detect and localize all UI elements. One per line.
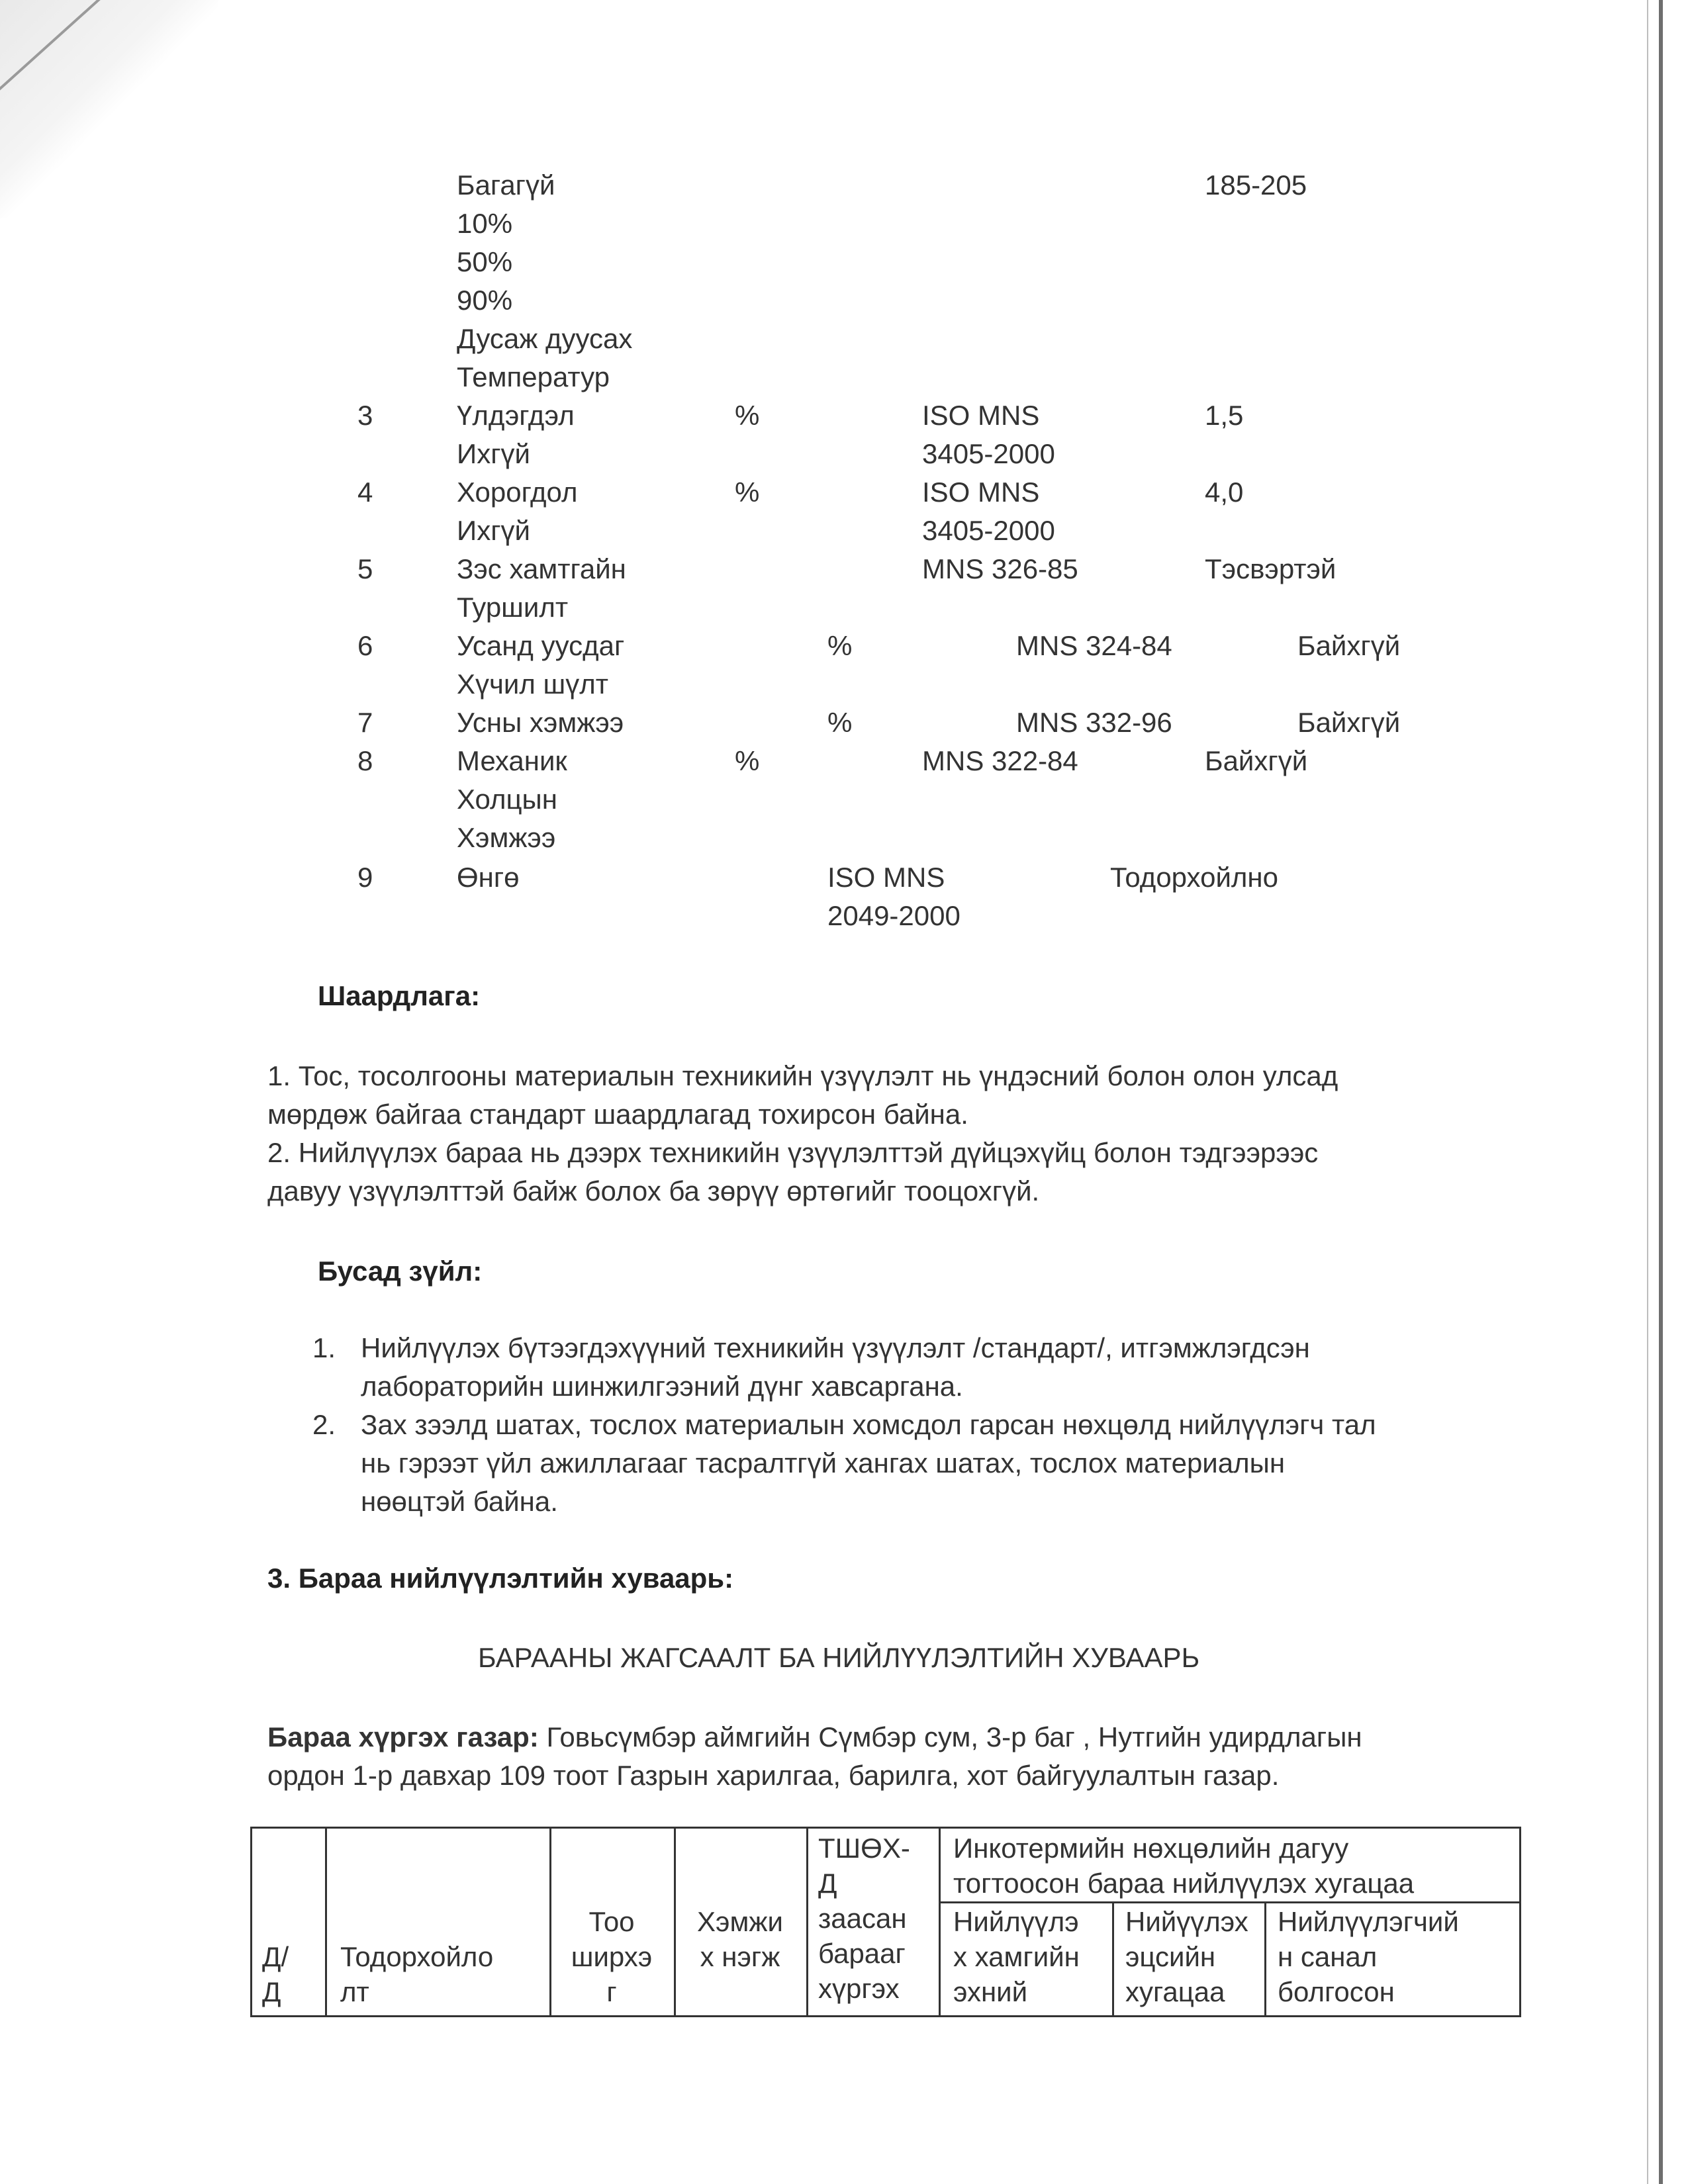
header-line: барааг [818,1938,906,1969]
page-corner-fold [0,0,218,218]
row-name-line: Дусаж дуусах [457,323,633,354]
header-tshohd [818,1831,910,2006]
table-border [939,1901,1521,1903]
row-method-line: MNS 332-96 [1016,707,1172,738]
delivery-line-1 [267,1718,1362,1756]
header-line: Хэмжи [697,1906,783,1937]
header-line: Тоо [588,1906,635,1937]
row-name-line: Өнгө [457,862,520,893]
header-line: Д [818,1868,837,1899]
other-heading: Бусад зүйл: [318,1255,483,1287]
other-item-number: 1. [312,1332,336,1363]
requirements-line: 2. Нийлүүлэх бараа нь дээрх техникийн үзүүлэлттэй дүйцэхүйц болон тэдгээрээс [267,1137,1319,1168]
header-line: Инкотермийн нөхцөлийн дагуу [953,1833,1349,1864]
table-border [1519,1827,1521,2017]
header-final [1125,1904,1248,2009]
row-number: 3 [357,400,373,431]
row-name-line: Хорогдол [457,477,578,508]
table-border [250,1827,1521,1829]
row-number: 8 [357,745,373,776]
row-name-line: Усанд уусдаг [457,630,625,661]
header-line: н санал [1278,1941,1378,1972]
row-name-line: Үлдэгдэл [457,400,575,431]
delivery-text: Говьсүмбэр аймгийн Сүмбэр сум, 3-р баг , Нутгийн удирдлагын [538,1721,1362,1752]
other-item-line: нь гэрээт үйл ажиллагааг тасралтгүй хангах шатах, тослох материалын [361,1447,1286,1479]
header-line: эхний [953,1976,1028,2007]
row-method-line: 2049-2000 [827,900,961,931]
table-border [1112,1901,1114,2017]
header-line: Д/ [262,1941,289,1972]
header-line: Тодорхойло [340,1941,494,1972]
row-method-line: ISO MNS [922,477,1040,508]
header-line: тогтоосон бараа нийлүүлэх хугацаа [953,1868,1415,1899]
row-name-line: 90% [457,285,513,316]
row-name-line: Багагүй [457,169,555,201]
header-line: хугацаа [1125,1976,1225,2007]
row-value: Тэсвэртэй [1205,553,1336,584]
requirements-line: давуу үзүүлэлттэй байж болох ба зөрүү өртөгийг тооцохгүй. [267,1175,1040,1206]
header-line: г [606,1976,617,2007]
row-number: 4 [357,477,373,508]
header-description [340,1939,493,2009]
row-unit: % [735,400,760,431]
row-number: 6 [357,630,373,661]
requirements-heading: Шаардлага: [318,980,481,1011]
row-name-line: 50% [457,246,513,277]
header-line: Нийлүүлэгчий [1278,1906,1459,1937]
scan-edge-line [1647,0,1648,2184]
table-border [325,1827,327,2017]
header-line: х нэгж [700,1941,780,1972]
row-name-line: Температур [457,361,610,392]
header-line: Нийлүүлэ [953,1906,1079,1937]
row-name-line: Механик [457,745,567,776]
table-border [1264,1901,1266,2017]
header-line: ТШӨХ- [818,1833,910,1864]
row-method-line: ISO MNS [827,862,945,893]
header-line: лт [340,1976,369,2007]
requirements-line: 1. Тос, тосолгооны материалын техникийн үзүүлэлт нь үндэсний болон олон улсад [267,1060,1338,1091]
row-name-line: 10% [457,208,513,239]
row-name-line: Зэс хамтгайн [457,553,626,584]
row-number: 7 [357,707,373,738]
row-number: 9 [357,862,373,893]
other-item-line: нөөцтэй байна. [361,1486,558,1517]
table-border [806,1827,808,2017]
row-name-line: Хэмжээ [457,822,556,853]
table-border [250,2015,1521,2017]
header-dd [262,1939,289,2009]
row-value: 4,0 [1205,477,1244,508]
header-line: х хамгийн [953,1941,1080,1972]
header-earliest [953,1904,1080,2009]
row-name-line: Ихгүй [457,515,530,546]
row-value: 185-205 [1205,169,1307,201]
header-incoterms [953,1831,1414,1901]
row-name-line: Холцын [457,784,557,815]
header-line: Нийүүлэх [1125,1906,1248,1937]
scan-edge-shadow [1659,0,1663,2184]
header-quantity [549,1904,674,2009]
table-border [250,1827,252,2017]
other-item-line: Зах зээлд шатах, тослох материалын хомсдол гарсан нөхцөлд нийлүүлэгч тал [361,1409,1376,1440]
delivery-label: Бараа хүргэх газар: [267,1721,539,1752]
header-line: хүргэх [818,1973,900,2004]
row-value: 1,5 [1205,400,1244,431]
row-method-line: MNS 322-84 [922,745,1078,776]
row-value: Байхгүй [1297,707,1401,738]
row-number: 5 [357,553,373,584]
header-line: Д [262,1976,281,2007]
header-line: ширхэ [571,1941,653,1972]
delivery-line-2: ордон 1-р давхар 109 тоот Газрын харилгаа, барилга, хот байгуулалтын газар. [267,1760,1280,1791]
row-method-line: 3405-2000 [922,438,1055,469]
header-proposed [1278,1904,1459,2009]
row-unit: % [827,630,853,661]
row-name-line: Хүчил шүлт [457,668,608,700]
row-value: Байхгүй [1297,630,1401,661]
other-item-number: 2. [312,1409,336,1440]
schedule-title: БАРААНЫ ЖАГСААЛТ БА НИЙЛҮҮЛЭЛТИЙН ХУВААРЬ [478,1642,1200,1673]
row-name-line: Туршилт [457,592,569,623]
row-value: Байхгүй [1205,745,1308,776]
row-method-line: MNS 326-85 [922,553,1078,584]
other-item-line: лабораторийн шинжилгээний дүнг хавсаргана. [361,1371,963,1402]
row-unit: % [735,745,760,776]
row-unit: % [827,707,853,738]
row-method-line: ISO MNS [922,400,1040,431]
section3-heading: 3. Бараа нийлүүлэлтийн хуваарь: [267,1563,734,1594]
row-method-line: 3405-2000 [922,515,1055,546]
requirements-line: мөрдөж байгаа стандарт шаардлагад тохирсон байна. [267,1099,968,1130]
other-item-line: Нийлүүлэх бүтээгдэхүүний техникийн үзүүлэлт /стандарт/, итгэмжлэгдсэн [361,1332,1310,1363]
schedule-table [250,1827,1521,2017]
row-value: Тодорхойлно [1110,862,1278,893]
header-line: болгосон [1278,1976,1395,2007]
header-line: эцсийн [1125,1941,1216,1972]
row-name-line: Усны хэмжээ [457,707,624,738]
table-border [939,1827,941,2017]
header-line: заасан [818,1903,907,1934]
row-method-line: MNS 324-84 [1016,630,1172,661]
row-unit: % [735,477,760,508]
header-unit [674,1904,806,1974]
row-name-line: Ихгүй [457,438,530,469]
